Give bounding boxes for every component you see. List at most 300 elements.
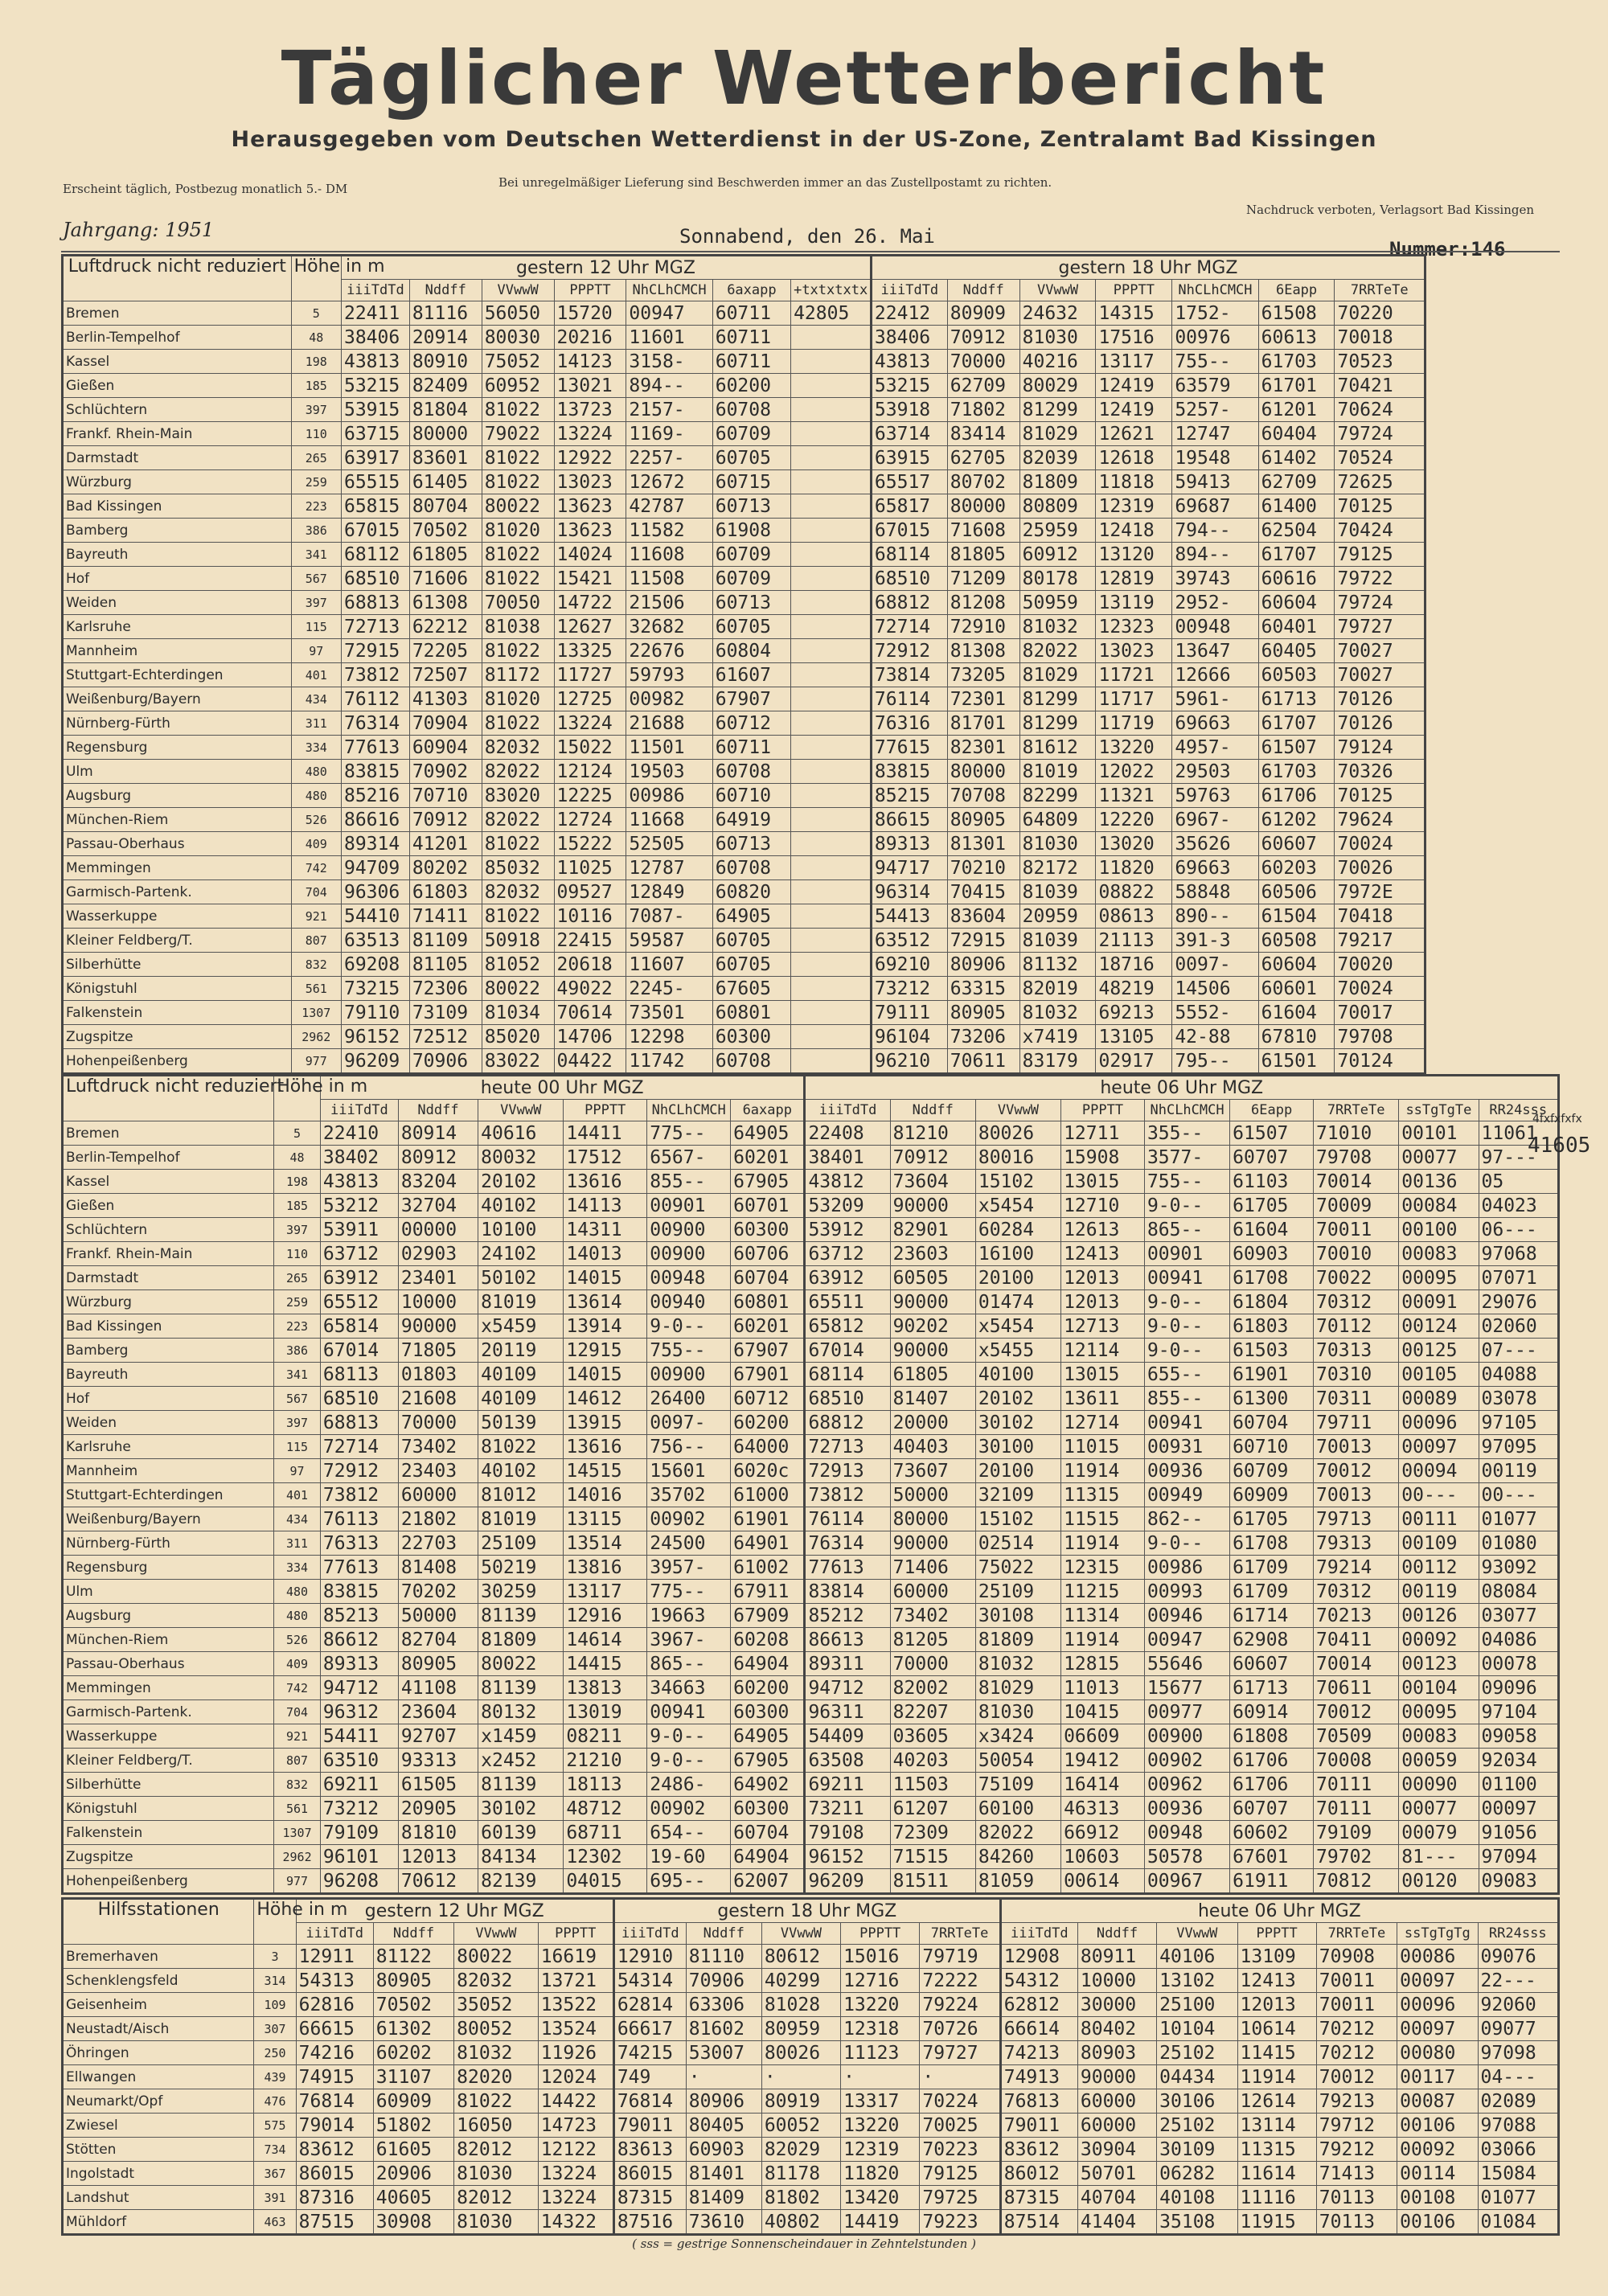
observation-value: 82301 [947,736,1019,760]
observation-value: 70212 [1316,2041,1397,2065]
station-row [63,784,1425,808]
station-height: 1307 [291,1001,341,1025]
observation-value: 12614 [1237,2089,1316,2114]
observation-value: 13325 [554,639,626,663]
observation-value: 11061 [1479,1121,1558,1146]
observation-value: 12621 [1096,422,1172,446]
observation-value: 80022 [454,1945,539,1969]
observation-value: 13115 [564,1507,647,1531]
observation-value: 5257- [1172,398,1258,422]
observation-value: 59413 [1172,470,1258,494]
station-name: Silberhütte [63,1773,274,1797]
station-height: 832 [274,1773,321,1797]
reprint-notice: Nachdruck verboten, Verlagsort Bad Kissingen [1246,203,1534,217]
observation-value: 61405 [409,470,482,494]
observation-value: 97094 [1479,1845,1558,1869]
observation-value: 60405 [1258,639,1335,663]
station-height: 341 [291,543,341,567]
observation-value: 14422 [538,2089,613,2114]
observation-value: 60706 [731,1242,805,1266]
observation-value: 72625 [1335,470,1425,494]
observation-value: 60711 [712,301,790,326]
observation-value: 14311 [564,1218,647,1242]
observation-value: 00125 [1399,1339,1479,1363]
observation-value: 15677 [1144,1676,1229,1700]
observation-value: 54314 [613,1969,686,1993]
observation-value: 83612 [296,2138,373,2162]
station-row [63,543,1425,567]
observation-value: 60607 [1258,832,1335,856]
observation-value: 81022 [478,1435,564,1459]
observation-value: 00094 [1399,1459,1479,1483]
observation-value: 11582 [626,519,712,543]
observation-value: 70050 [482,591,554,615]
observation-value: 86015 [296,2162,373,2186]
station-name: Passau-Oberhaus [63,1652,274,1676]
observation-value: 65517 [871,470,947,494]
observation-value: 00931 [1144,1435,1229,1459]
observation-value: 12122 [538,2138,613,2162]
observation-value: 81612 [1019,736,1096,760]
observation-value: x7419 [1019,1025,1096,1049]
observation-value: 73211 [805,1797,890,1821]
observation-value: 9-0-- [1144,1194,1229,1218]
observation-value: 60604 [1258,953,1335,977]
station-name: Regensburg [63,736,292,760]
observation-value: 756-- [647,1435,731,1459]
station-row [63,760,1425,784]
station-height: 259 [274,1290,321,1314]
observation-value: 60000 [1077,2114,1156,2138]
observation-value: 61713 [1258,687,1335,711]
station-label-header: Luftdruck nicht reduziert [63,256,292,301]
observation-value: 60139 [478,1821,564,1845]
observation-value: 20905 [398,1797,478,1821]
station-name: Karlsruhe [63,615,292,639]
observation-value: 76316 [871,711,947,736]
observation-value: 06--- [1479,1218,1558,1242]
station-height: 2962 [291,1025,341,1049]
column-header: PPPTT [538,1923,613,1945]
observation-value: 62812 [1000,1993,1077,2017]
observation-value: 12819 [1096,567,1172,591]
observation-value: 70312 [1314,1290,1399,1314]
observation-value: 865-- [1144,1218,1229,1242]
observation-value: 40203 [890,1749,975,1773]
observation-value: 14612 [564,1387,647,1411]
observation-value: 2245- [626,977,712,1001]
observation-value: 61501 [1258,1049,1335,1074]
observation-value: 00902 [647,1797,731,1821]
observation-value: 70523 [1335,350,1425,374]
station-name: Silberhütte [63,953,292,977]
observation-value: 00105 [1399,1363,1479,1387]
observation-value: 60711 [712,350,790,374]
observation-value: 61714 [1230,1604,1314,1628]
observation-value: 11315 [1061,1483,1145,1507]
station-row [63,687,1425,711]
observation-value [791,398,872,422]
observation-value [791,953,872,977]
observation-value: 64919 [712,808,790,832]
observation-value: 00059 [1399,1749,1479,1773]
observation-value: 70012 [1316,2065,1397,2089]
observation-value: 00119 [1479,1459,1558,1483]
observation-value: 48712 [564,1797,647,1821]
station-name: Frankf. Rhein-Main [63,422,292,446]
observation-value: 7087- [626,904,712,929]
newspaper-subtitle: Herausgegeben vom Deutschen Wetterdienst in der US-Zone, Zentralamt Bad Kissingen [231,127,1377,152]
observation-value: 70912 [947,326,1019,350]
group-header-row [63,256,1425,280]
observation-value: 355-- [1144,1121,1229,1146]
observation-value: 85216 [341,784,409,808]
observation-value: 13420 [841,2186,920,2210]
observation-value: 00902 [647,1507,731,1531]
observation-value: 81019 [1019,760,1096,784]
observation-value: 10100 [478,1218,564,1242]
delivery-complaints-note: Bei unregelmäßiger Lieferung sind Beschwerden immer an das Zustellpostamt zu richten. [498,175,1052,190]
observation-value: 60952 [482,374,554,398]
column-header: 7RRTeTe [1314,1100,1399,1121]
station-row [63,1025,1425,1049]
observation-value: 00104 [1399,1676,1479,1700]
observation-value: 96314 [871,880,947,904]
observation-value: 81059 [975,1869,1060,1894]
observation-value [791,615,872,639]
station-height: 401 [291,663,341,687]
observation-value: 72713 [805,1435,890,1459]
observation-value: 20100 [975,1266,1060,1290]
observation-value: 50918 [482,929,554,953]
observation-value: 63512 [871,929,947,953]
observation-value: 72910 [947,615,1019,639]
observation-value: 00948 [647,1266,731,1290]
station-label-header: Luftdruck nicht reduziert [63,1076,274,1121]
observation-value: 13023 [1096,639,1172,663]
observation-value: 17512 [564,1146,647,1170]
observation-value: 82032 [482,880,554,904]
station-row [63,422,1425,446]
observation-value: 11015 [1061,1435,1145,1459]
observation-value: 60052 [761,2114,840,2138]
observation-value: 81032 [1019,615,1096,639]
observation-value: 60801 [712,1001,790,1025]
observation-value: 12022 [1096,760,1172,784]
observation-value: 06282 [1157,2162,1237,2186]
observation-value: 855-- [1144,1387,1229,1411]
subscription-info: Erscheint täglich, Postbezug monatlich 5.- DM [63,182,348,196]
observation-value: 60711 [712,736,790,760]
observation-value: 73814 [871,663,947,687]
column-header: NhCLhCMCH [647,1100,731,1121]
observation-value: 13109 [1237,1945,1316,1969]
station-height: 397 [291,591,341,615]
observation-value: 01077 [1478,2186,1559,2210]
observation-value: 13105 [1096,1025,1172,1049]
observation-value: 21506 [626,591,712,615]
observation-value: 11415 [1237,2041,1316,2065]
observation-value: 11719 [1096,711,1172,736]
observation-value: 12413 [1237,1969,1316,1993]
observation-value: 14016 [564,1483,647,1507]
observation-value: 30108 [975,1604,1060,1628]
observation-value: 63917 [341,446,409,470]
observation-value: 30100 [975,1435,1060,1459]
station-height: 198 [291,350,341,374]
station-name: Kleiner Feldberg/T. [63,1749,274,1773]
observation-value: 81407 [890,1387,975,1411]
station-height: 561 [274,1797,321,1821]
station-row [63,1387,1559,1411]
observation-value: 64904 [731,1845,805,1869]
observation-value: 23403 [398,1459,478,1483]
station-height: 3 [254,1945,296,1969]
observation-value: 39743 [1172,567,1258,591]
observation-value: 24500 [647,1531,731,1556]
observation-value: 20119 [478,1339,564,1363]
observation-value: 79125 [1335,543,1425,567]
station-row [63,1797,1559,1821]
observation-value: 00948 [1144,1821,1229,1845]
column-header: iiiTdTd [296,1923,373,1945]
observation-value: 12315 [1061,1556,1145,1580]
observation-value: 67907 [731,1339,805,1363]
observation-value: 18113 [564,1773,647,1797]
observation-value: 30904 [1077,2138,1156,2162]
station-name: Mühldorf [63,2210,254,2235]
observation-value: 00091 [1399,1290,1479,1314]
observation-value: 00097 [1479,1797,1558,1821]
observation-value: 96210 [871,1049,947,1074]
observation-value: 77613 [805,1556,890,1580]
observation-value: 38406 [871,326,947,350]
station-height: 434 [274,1507,321,1531]
observation-value: 09076 [1478,1945,1559,1969]
station-row [63,736,1425,760]
station-height: 434 [291,687,341,711]
observation-value: 00000 [398,1218,478,1242]
observation-value: 00078 [1479,1652,1558,1676]
observation-value: 60914 [1230,1700,1314,1724]
observation-value: 61604 [1230,1218,1314,1242]
observation-value: 15720 [554,301,626,326]
observation-value: 00982 [626,687,712,711]
observation-value: 70126 [1335,687,1425,711]
station-height: 704 [274,1700,321,1724]
observation-value: 77615 [871,736,947,760]
observation-value: 67810 [1258,1025,1335,1049]
station-name: Stuttgart-Echterdingen [63,1483,274,1507]
observation-value: 73206 [947,1025,1019,1049]
observation-value: 60613 [1258,326,1335,350]
observation-value: 655-- [1144,1363,1229,1387]
observation-value [791,687,872,711]
observation-value [791,567,872,591]
observation-value: 20102 [975,1387,1060,1411]
observation-value: 04023 [1479,1194,1558,1218]
observation-value: 25109 [478,1531,564,1556]
station-row [63,591,1425,615]
observation-value: 82022 [482,808,554,832]
observation-value: 53918 [871,398,947,422]
station-height: 5 [291,301,341,326]
observation-value: 00614 [1061,1869,1145,1894]
observation-value: 82012 [454,2186,539,2210]
column-header: 7RRTeTe [1316,1923,1397,1945]
observation-value: 11915 [1237,2210,1316,2235]
observation-value: 70000 [947,350,1019,374]
observation-value: 63912 [320,1266,398,1290]
observation-value: 60707 [1230,1146,1314,1170]
observation-value: 16414 [1061,1773,1145,1797]
observation-value: 15084 [1478,2162,1559,2186]
observation-value [791,760,872,784]
observation-value: 85215 [871,784,947,808]
observation-value: 50000 [890,1483,975,1507]
column-header: 7RRTeTe [1335,280,1425,301]
station-row [63,567,1425,591]
observation-value: 12710 [1061,1194,1145,1218]
observation-value: 74915 [296,2065,373,2089]
observation-value: 71606 [409,567,482,591]
observation-value: 81028 [761,1993,840,2017]
observation-value: 70411 [1314,1628,1399,1652]
observation-value: 79724 [1335,591,1425,615]
observation-value: 70908 [1316,1945,1397,1969]
observation-value: 81116 [409,301,482,326]
station-name: Falkenstein [63,1821,274,1845]
observation-value: 81022 [482,543,554,567]
observation-value: 10104 [1157,2017,1237,2041]
observation-value: 63912 [805,1266,890,1290]
observation-value [791,736,872,760]
observation-value: 14322 [538,2210,613,2235]
observation-value: 81299 [1019,687,1096,711]
observation-value: 81308 [947,639,1019,663]
observation-value: 60710 [712,784,790,808]
observation-value: 391-3 [1172,929,1258,953]
observation-value: 80000 [409,422,482,446]
observation-value: 79217 [1335,929,1425,953]
observation-value: 09527 [554,880,626,904]
station-name: Hof [63,567,292,591]
group-header-yesterday-18: gestern 18 Uhr MGZ [613,1899,1000,1923]
observation-value: 72714 [320,1435,398,1459]
observation-value: 81110 [686,1945,761,1969]
observation-value: 63510 [320,1749,398,1773]
observation-value: 76313 [320,1531,398,1556]
group-header-yesterday-18: gestern 18 Uhr MGZ [871,256,1425,280]
observation-value: 00084 [1399,1194,1479,1218]
station-name: Bayreuth [63,1363,274,1387]
station-name: Bremerhaven [63,1945,254,1969]
observation-value: 70421 [1335,374,1425,398]
observation-value: 80702 [947,470,1019,494]
station-height: 567 [274,1387,321,1411]
observation-value: 63579 [1172,374,1258,398]
observation-value: 70904 [409,711,482,736]
station-name: Königstuhl [63,977,292,1001]
observation-value: 13813 [564,1676,647,1700]
observation-value: 9-0-- [647,1314,731,1339]
station-name: Mannheim [63,639,292,663]
observation-value: 74913 [1000,2065,1077,2089]
observation-value: 67905 [731,1170,805,1194]
observation-value: 65814 [320,1314,398,1339]
observation-value: 79224 [920,1993,1000,2017]
observation-value: 50054 [975,1749,1060,1773]
observation-value: 83612 [1000,2138,1077,2162]
observation-value: 40109 [478,1387,564,1411]
observation-value: 79109 [1314,1821,1399,1845]
column-header: +txtxtxtx [791,280,872,301]
observation-value: 70012 [1314,1459,1399,1483]
observation-value: 14411 [564,1121,647,1146]
observation-value: 05 [1479,1170,1558,1194]
observation-value: 81022 [482,398,554,422]
observation-value: 00986 [626,784,712,808]
observation-value: 10000 [1077,1969,1156,1993]
observation-value: 09096 [1479,1676,1558,1700]
observation-value: 11501 [626,736,712,760]
observation-value: 61302 [373,2017,453,2041]
observation-value: 00080 [1397,2041,1478,2065]
observation-value: 53911 [320,1218,398,1242]
observation-value: 6020c [731,1459,805,1483]
station-height: 807 [291,929,341,953]
observation-value: 63915 [871,446,947,470]
observation-value [791,929,872,953]
observation-value: 59793 [626,663,712,687]
observation-value: 00941 [1144,1411,1229,1435]
station-name: Weiden [63,1411,274,1435]
observation-value: 72714 [871,615,947,639]
station-row [63,2186,1559,2210]
observation-value: 81022 [482,711,554,736]
observation-value: 97--- [1479,1146,1558,1170]
column-header: PPPTT [1096,280,1172,301]
observation-value: 70223 [920,2138,1000,2162]
station-height: 807 [274,1749,321,1773]
station-height: 977 [291,1049,341,1074]
observation-value: 42805 [791,301,872,326]
observation-value: 80178 [1019,567,1096,591]
station-name: Neumarkt/Opf [63,2089,254,2114]
observation-value: 00948 [1172,615,1258,639]
observation-value: 68812 [805,1411,890,1435]
column-header: VVwwW [975,1100,1060,1121]
station-height: 48 [274,1146,321,1170]
observation-value: 86015 [613,2162,686,2186]
observation-value: 92707 [398,1724,478,1749]
observation-value: 00124 [1399,1314,1479,1339]
group-header-yesterday-12: gestern 12 Uhr MGZ [296,1899,613,1923]
observation-value: 11315 [1237,2138,1316,2162]
observation-value: 63712 [805,1242,890,1266]
observation-value: 32109 [975,1483,1060,1507]
observation-value: 865-- [647,1652,731,1676]
station-row [63,2017,1559,2041]
observation-value: 82032 [454,1969,539,1993]
observation-value: 13220 [1096,736,1172,760]
observation-value: 70024 [1335,832,1425,856]
observation-value: 83815 [871,760,947,784]
observation-value: 82022 [975,1821,1060,1845]
observation-value: 12666 [1172,663,1258,687]
observation-value: 76114 [871,687,947,711]
observation-value: 62908 [1230,1628,1314,1652]
